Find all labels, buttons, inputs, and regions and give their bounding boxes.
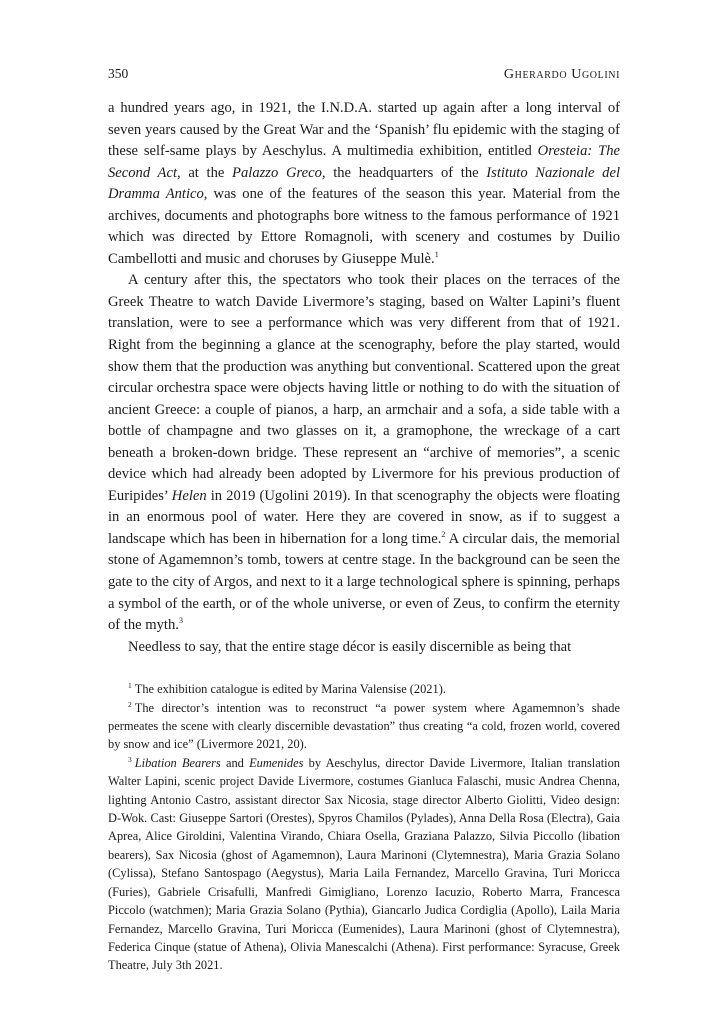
footnote-number: 3 (128, 754, 132, 764)
text-span: was one of the features of the season this year. Material from the archives, documents and photographs bore witness to the famous performance of 1921 which was directed by Ettore Romagnoli, with scenery and costumes by Duilio Cambellotti and music and choruses by Giuseppe Mulè. (108, 186, 620, 267)
text-span: A century after this, the spectators who took their places on the terraces of the Greek Theatre to watch Davide Livermore’s staging, based on Walter Lapini’s fluent translation, were to see a performance which was very different from that of 1921. Right from the beginning a glance at the scenography, before the play started, would show them that the production was anything but conventional. Scattered upon the great circular orchestra space were objects having little or nothing to do with the situation of ancient Greece: a couple of pianos, a harp, an armchair and a sofa, a side table with a bottle of champagne and two glasses on it, a gramophone, the wreckage of a cart beneath a broken-down bridge. These represent an “archive of memories”, a scenic device which had already been adopted by Livermore for his previous production of Euripides’ (108, 272, 620, 504)
footnote-number: 1 (128, 681, 132, 691)
main-text (108, 98, 620, 658)
footnote-text: The exhibition catalogue is edited by Marina Valensise (2021). (134, 682, 446, 697)
footnotes (108, 680, 620, 975)
footnote-3 (108, 754, 620, 975)
footnote-text: The director’s intention was to reconstruct “a power system where Agamemnon’s shade permeates the scene with clearly discernible devastation” thus creating “a cold, frozen world, covered by snow and ice” (Livermore 2021, 20). (108, 700, 620, 752)
exhibition-title: Oresteia: The Second Act, (108, 143, 620, 181)
institute-name: Istituto Nazionale del Dramma Antico, (108, 164, 621, 203)
footnote-ref-1[interactable]: 1 (434, 249, 439, 259)
text-span: a hundred years ago, in 1921, the I.N.D.A. started up again after a long interval of seven years caused by the Great War and the ‘Spanish’ flu epidemic with the staging of these self-same plays by Aeschylus. A multimedia exhibition, entitled (108, 100, 620, 160)
text-span: and (220, 755, 250, 770)
book-page (108, 66, 620, 975)
paragraph-1 (108, 98, 620, 270)
text-span: at the (180, 164, 233, 181)
footnote-2 (108, 699, 620, 754)
footnote-ref-2[interactable]: 2 (441, 530, 446, 540)
footnote-1 (108, 680, 620, 698)
text-span: A circular dais, the memorial stone of Agamemnon’s tomb, towers at centre stage. In the background can be seen the gate to the city of Argos, and next to it a large technological sphere is spinning, perhaps a symbol of the earth, or of the whole universe, or even of Zeus, to confirm the eternity of the myth. (108, 530, 620, 634)
page-header (108, 66, 620, 88)
play-title-eumenides: Eumenides (249, 755, 304, 770)
play-title-libation-bearers: Libation Bearers (134, 755, 221, 770)
footnote-ref-3[interactable]: 3 (178, 616, 183, 626)
page-number: 350 (108, 66, 129, 81)
footnote-number: 2 (128, 699, 132, 709)
play-title-helen: Helen (171, 487, 207, 504)
running-head-author: Gherardo Ugolini (503, 67, 620, 82)
text-span: the headquarters of the (325, 164, 487, 181)
text-span: in 2019 (Ugolini 2019). In that scenography the objects were floating in an enormous pool of water. Here they are covered in snow, as if to suggest a landscape which has been in hibernation for a long time. (108, 487, 620, 547)
venue-name: Palazzo Greco, (232, 164, 326, 181)
footnote-text: by Aeschylus, director Davide Livermore, Italian translation Walter Lapini, scenic project Davide Livermore, costumes Gianluca Falaschi, music Andrea Chenna, lighting Antonio Castro, assistant director Sax Nicosia, stage director Alberto Giolitti, Video design: D-Wok. Cast: Giuseppe Sartori (Orestes), Spyros Chamilos (Pylades), Anna Della Rosa (Electra), Gaia Aprea, Alice Giroldini, Valentina Virando, Chiara Osella, Graziana Palazzo, Silvia Piccollo (libation bearers), Sax Nicosia (ghost of Agamemnon), Laura Marinoni (Clytemnestra), Maria Grazia Solano (Cylissa), Stefano Santospago (Aegystus), Maria Laila Fernandez, Marcello Gravina, Turi Moricca (Furies), Gabriele Crisafulli, Manfredi Gimigliano, Lorenzo Iacuzio, Roberto Marra, Francesca Piccolo (watchmen); Maria Grazia Solano (Pythia), Giancarlo Judica Cordiglia (Apollo), Laila Maria Fernandez, Marcello Gravina, Turi Moricca (Eumenides), Laura Marinoni (ghost of Clytemnestra), Federica Cinque (statue of Athena), Olivia Manescalchi (Athena). First performance: Syracuse, Greek Theatre, July 3th 2021. (108, 755, 620, 973)
paragraph-2 (108, 270, 620, 636)
paragraph-3: Needless to say, that the entire stage décor is easily discernible as being that (128, 638, 572, 655)
